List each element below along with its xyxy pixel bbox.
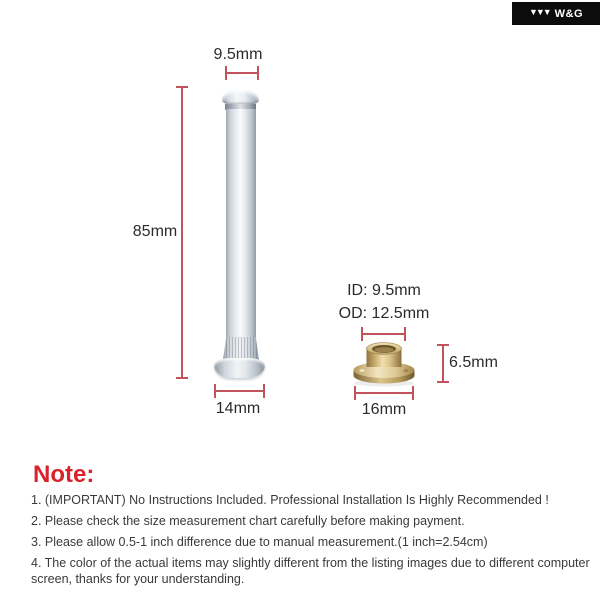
pin-cap (222, 89, 259, 105)
dim-bushing-height (437, 344, 449, 383)
label-pin-length: 85mm (132, 223, 178, 240)
note-line: 1. (IMPORTANT) No Instructions Included. Professional Installation Is Highly Recommended ! (31, 493, 549, 507)
logo-triangles-icon: ▼▼▼ (528, 7, 550, 17)
pin-knurl (223, 337, 259, 360)
bushing-image (350, 340, 420, 388)
dim-bushing-flange (354, 386, 414, 400)
label-bushing-flange: 16mm (361, 401, 407, 418)
label-pin-diameter: 9.5mm (213, 46, 263, 63)
dim-pin-diameter (225, 66, 259, 80)
note-list (31, 492, 596, 592)
note-line: 4. The color of the actual items may slightly different from the listing images due to different computer (31, 556, 590, 570)
label-bushing-id: ID: 9.5mm (347, 282, 421, 299)
brand-logo (512, 2, 600, 25)
note-line: screen, thanks for your understanding. (31, 572, 245, 586)
label-pin-head: 14mm (215, 400, 261, 417)
dim-bushing-od (361, 327, 406, 341)
pin-body (226, 109, 256, 337)
note-line: 2. Please check the size measurement chart carefully before making payment. (31, 514, 465, 528)
dim-pin-head (214, 384, 265, 398)
note-line: 3. Please allow 0.5-1 inch difference due to manual measurement.(1 inch=2.54cm) (31, 535, 488, 549)
note-heading: Note: (33, 461, 95, 488)
pin-flange (214, 358, 265, 378)
label-bushing-od: OD: 12.5mm (338, 305, 430, 322)
label-bushing-height: 6.5mm (449, 354, 498, 371)
logo-text: W&G (554, 7, 584, 20)
